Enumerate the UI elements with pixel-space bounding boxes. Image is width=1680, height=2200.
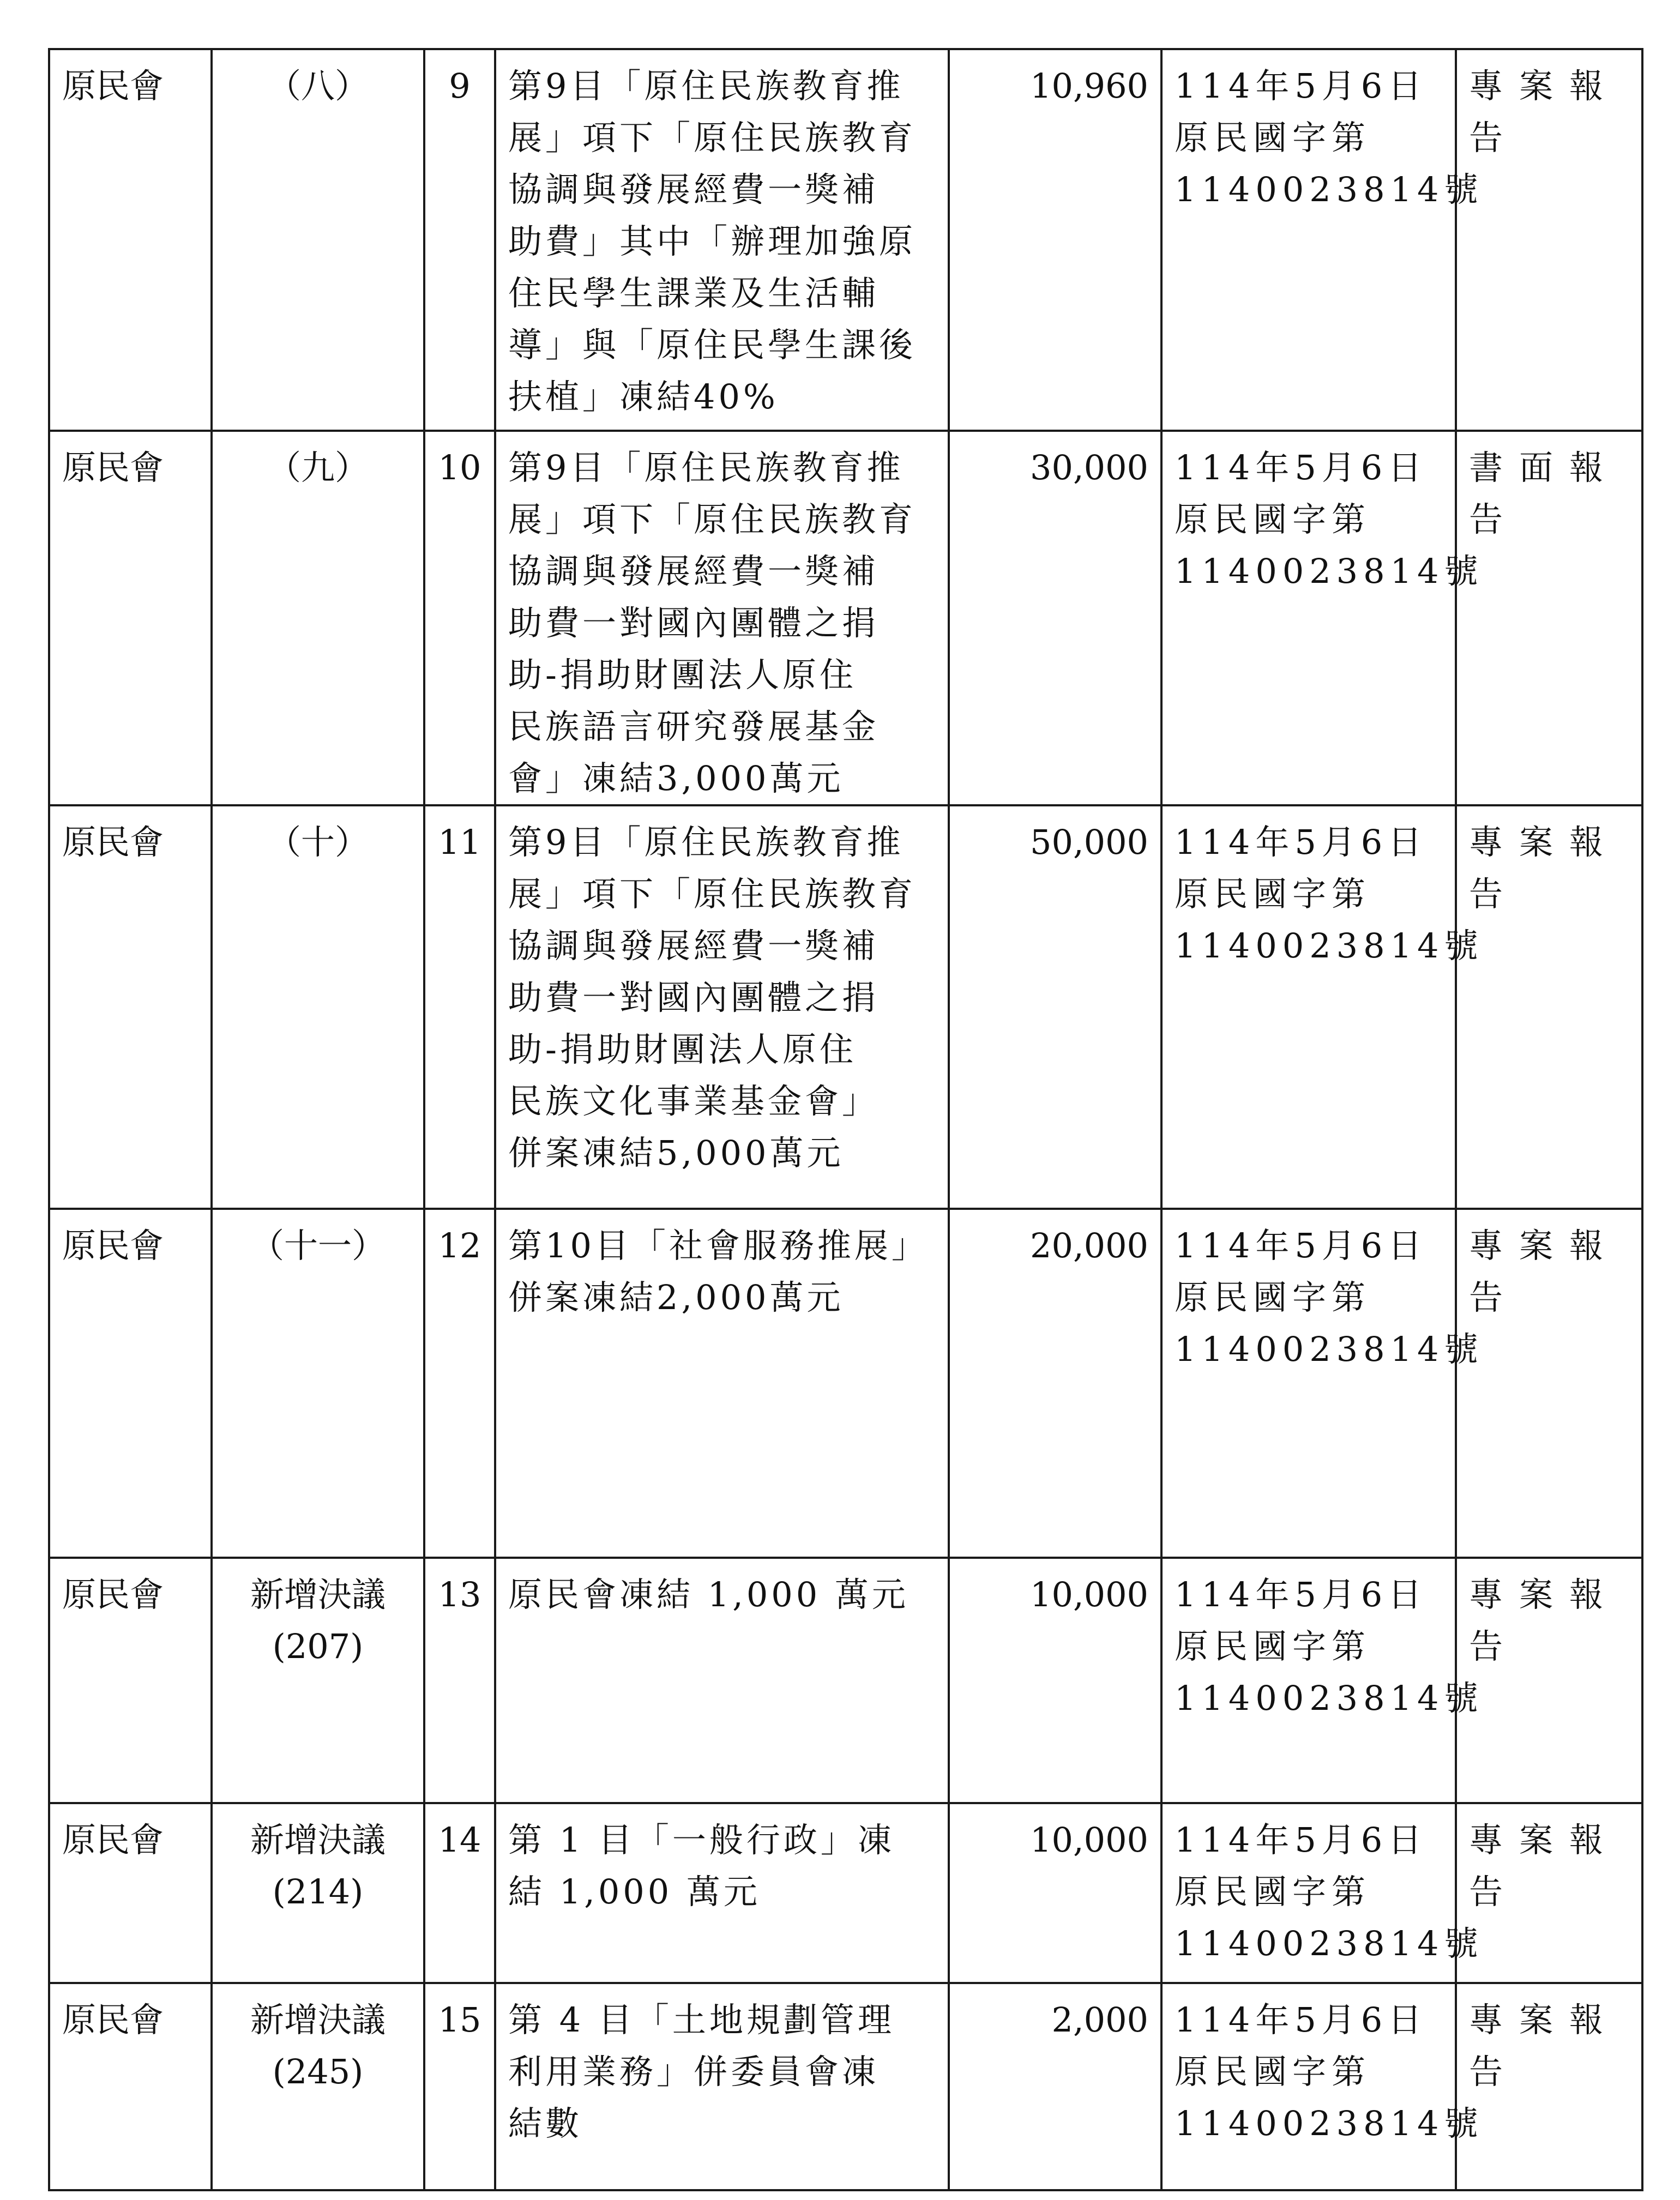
table-row xyxy=(49,1209,1642,1558)
report-type-cell xyxy=(1456,431,1642,805)
description-line: 第9目「原住民族教育推 xyxy=(508,448,904,487)
table-row xyxy=(49,805,1642,1209)
document-ref-line: 1140023814號 xyxy=(1175,551,1484,591)
amount-cell xyxy=(949,1209,1161,1558)
report-type-cell xyxy=(1456,1558,1642,1803)
document-ref-line: 114年5月6日 xyxy=(1175,2000,1428,2040)
number-cell xyxy=(424,1803,495,1983)
report-type-cell xyxy=(1456,49,1642,431)
number-cell xyxy=(424,1983,495,2190)
amount-cell xyxy=(949,1803,1161,1983)
description-line: 第9目「原住民族教育推 xyxy=(508,822,904,862)
agency-cell xyxy=(49,1983,212,2190)
report-type-line: 告 xyxy=(1469,1872,1520,1912)
agency-text: 原民會 xyxy=(62,1226,164,1265)
number-text: 12 xyxy=(438,1226,481,1265)
agency-cell xyxy=(49,1209,212,1558)
item-cell xyxy=(212,1803,424,1983)
document-ref-line: 1140023814號 xyxy=(1175,1924,1484,1963)
document-ref-line: 1140023814號 xyxy=(1175,2103,1484,2143)
description-line: 助-捐助財團法人原住 xyxy=(508,1029,857,1069)
report-type-line: 書面報 xyxy=(1469,448,1620,487)
report-type-line: 告 xyxy=(1469,118,1520,158)
item-line: （九） xyxy=(267,448,369,487)
table-row xyxy=(49,1983,1642,2190)
report-type-line: 專案報 xyxy=(1469,66,1620,106)
description-line: 導」與「原住民學生課後 xyxy=(508,325,917,365)
agency-text: 原民會 xyxy=(62,2000,164,2040)
description-line: 原民會凍結 1,000 萬元 xyxy=(508,1575,909,1614)
amount-text: 50,000 xyxy=(1030,822,1148,862)
number-text: 9 xyxy=(449,66,471,106)
item-line: （十） xyxy=(267,822,369,862)
document-ref-cell xyxy=(1161,49,1484,431)
number-cell xyxy=(424,805,495,1209)
document-ref-line: 原民國字第 xyxy=(1175,499,1371,539)
description-cell xyxy=(495,1558,949,1803)
amount-text: 10,960 xyxy=(1030,66,1148,106)
report-type-line: 專案報 xyxy=(1469,1820,1620,1860)
report-type-line: 告 xyxy=(1469,1277,1520,1317)
agency-cell xyxy=(49,805,212,1209)
document-ref-cell xyxy=(1161,1209,1484,1558)
document-ref-line: 原民國字第 xyxy=(1175,1872,1371,1912)
number-text: 10 xyxy=(438,448,481,487)
document-ref-line: 原民國字第 xyxy=(1175,874,1371,914)
item-cell xyxy=(212,1983,424,2190)
description-line: 第9目「原住民族教育推 xyxy=(508,66,904,106)
description-line: 展」項下「原住民族教育 xyxy=(508,874,917,914)
item-cell xyxy=(212,1558,424,1803)
description-line: 協調與發展經費一獎補 xyxy=(508,926,880,966)
report-type-line: 專案報 xyxy=(1469,1226,1620,1265)
description-line: 展」項下「原住民族教育 xyxy=(508,499,917,539)
description-line: 會」凍結3,000萬元 xyxy=(508,758,844,798)
document-ref-line: 1140023814號 xyxy=(1175,1329,1484,1369)
description-line: 結 1,000 萬元 xyxy=(508,1872,761,1912)
document-ref-line: 114年5月6日 xyxy=(1175,1226,1428,1265)
description-line: 協調與發展經費一獎補 xyxy=(508,170,880,209)
description-line: 第 4 目「土地規劃管理 xyxy=(508,2000,895,2040)
report-type-cell xyxy=(1456,1209,1642,1558)
amount-text: 10,000 xyxy=(1030,1575,1148,1614)
document-ref-line: 114年5月6日 xyxy=(1175,1575,1428,1614)
description-line: 併案凍結5,000萬元 xyxy=(508,1133,844,1173)
number-cell xyxy=(424,1558,495,1803)
description-cell xyxy=(495,1983,949,2190)
agency-text: 原民會 xyxy=(62,448,164,487)
document-ref-line: 原民國字第 xyxy=(1175,1626,1371,1666)
document-ref-cell xyxy=(1161,431,1484,805)
agency-text: 原民會 xyxy=(62,66,164,106)
description-cell xyxy=(495,431,949,805)
document-ref-line: 1140023814號 xyxy=(1175,926,1484,966)
description-line: 助費」其中「辦理加強原 xyxy=(508,221,917,261)
description-cell xyxy=(495,1209,949,1558)
amount-text: 10,000 xyxy=(1030,1820,1148,1860)
report-type-cell xyxy=(1456,1983,1642,2190)
number-cell xyxy=(424,431,495,805)
amount-cell xyxy=(949,431,1161,805)
description-line: 第10目「社會服務推展」 xyxy=(508,1226,929,1265)
report-type-cell xyxy=(1456,1803,1642,1983)
document-ref-line: 1140023814號 xyxy=(1175,170,1484,209)
item-cell xyxy=(212,805,424,1209)
item-line: 新增決議 xyxy=(250,2000,386,2040)
description-line: 助費一對國內團體之捐 xyxy=(508,603,880,643)
document-ref-line: 原民國字第 xyxy=(1175,2052,1371,2091)
document-ref-cell xyxy=(1161,805,1484,1209)
agency-text: 原民會 xyxy=(62,1820,164,1860)
item-cell xyxy=(212,431,424,805)
number-cell xyxy=(424,1209,495,1558)
description-line: 結數 xyxy=(508,2103,583,2143)
table-row xyxy=(49,1803,1642,1983)
document-ref-line: 1140023814號 xyxy=(1175,1678,1484,1718)
item-line: (214) xyxy=(272,1872,364,1912)
agency-text: 原民會 xyxy=(62,822,164,862)
amount-cell xyxy=(949,1558,1161,1803)
description-line: 助-捐助財團法人原住 xyxy=(508,655,857,695)
item-line: （十一） xyxy=(250,1226,386,1265)
amount-text: 2,000 xyxy=(1051,2000,1148,2040)
number-text: 14 xyxy=(438,1820,481,1860)
amount-cell xyxy=(949,49,1161,431)
report-type-line: 告 xyxy=(1469,874,1520,914)
agency-cell xyxy=(49,49,212,431)
document-ref-cell xyxy=(1161,1803,1484,1983)
agency-cell xyxy=(49,431,212,805)
report-type-line: 告 xyxy=(1469,499,1520,539)
table-row xyxy=(49,1558,1642,1803)
item-line: 新增決議 xyxy=(250,1820,386,1860)
agency-cell xyxy=(49,1803,212,1983)
description-line: 扶植」凍結40% xyxy=(508,377,779,417)
agency-cell xyxy=(49,1558,212,1803)
description-cell xyxy=(495,1803,949,1983)
description-line: 民族語言研究發展基金 xyxy=(508,707,880,746)
report-type-line: 專案報 xyxy=(1469,2000,1620,2040)
description-line: 協調與發展經費一獎補 xyxy=(508,551,880,591)
document-ref-cell xyxy=(1161,1983,1484,2190)
item-line: （八） xyxy=(267,66,369,106)
document-ref-line: 原民國字第 xyxy=(1175,1277,1371,1317)
description-cell xyxy=(495,49,949,431)
description-cell xyxy=(495,805,949,1209)
item-line: (245) xyxy=(272,2052,364,2091)
document-ref-cell xyxy=(1161,1558,1484,1803)
report-type-line: 告 xyxy=(1469,1626,1520,1666)
number-text: 13 xyxy=(438,1575,481,1614)
description-line: 併案凍結2,000萬元 xyxy=(508,1277,844,1317)
agency-text: 原民會 xyxy=(62,1575,164,1614)
table-row xyxy=(49,49,1642,431)
table-body xyxy=(49,49,1642,2190)
amount-cell xyxy=(949,1983,1161,2190)
amount-text: 30,000 xyxy=(1030,448,1148,487)
report-type-line: 專案報 xyxy=(1469,1575,1620,1614)
number-cell xyxy=(424,49,495,431)
description-line: 第 1 目「一般行政」凍 xyxy=(508,1820,895,1860)
document-ref-line: 原民國字第 xyxy=(1175,118,1371,158)
amount-text: 20,000 xyxy=(1030,1226,1148,1265)
report-type-line: 告 xyxy=(1469,2052,1520,2091)
document-ref-line: 114年5月6日 xyxy=(1175,822,1428,862)
report-type-line: 專案報 xyxy=(1469,822,1620,862)
amount-cell xyxy=(949,805,1161,1209)
document-ref-line: 114年5月6日 xyxy=(1175,448,1428,487)
report-type-cell xyxy=(1456,805,1642,1209)
description-line: 助費一對國內團體之捐 xyxy=(508,978,880,1017)
number-text: 11 xyxy=(438,822,481,862)
document-ref-line: 114年5月6日 xyxy=(1175,1820,1428,1860)
description-line: 利用業務」併委員會凍 xyxy=(508,2052,880,2091)
table-row xyxy=(49,431,1642,805)
item-line: (207) xyxy=(272,1626,364,1666)
budget-freeze-table xyxy=(48,48,1643,2191)
description-line: 民族文化事業基金會」 xyxy=(508,1081,880,1121)
item-cell xyxy=(212,49,424,431)
number-text: 15 xyxy=(438,2000,481,2040)
item-cell xyxy=(212,1209,424,1558)
document-ref-line: 114年5月6日 xyxy=(1175,66,1428,106)
description-line: 住民學生課業及生活輔 xyxy=(508,273,880,313)
description-line: 展」項下「原住民族教育 xyxy=(508,118,917,158)
item-line: 新增決議 xyxy=(250,1575,386,1614)
